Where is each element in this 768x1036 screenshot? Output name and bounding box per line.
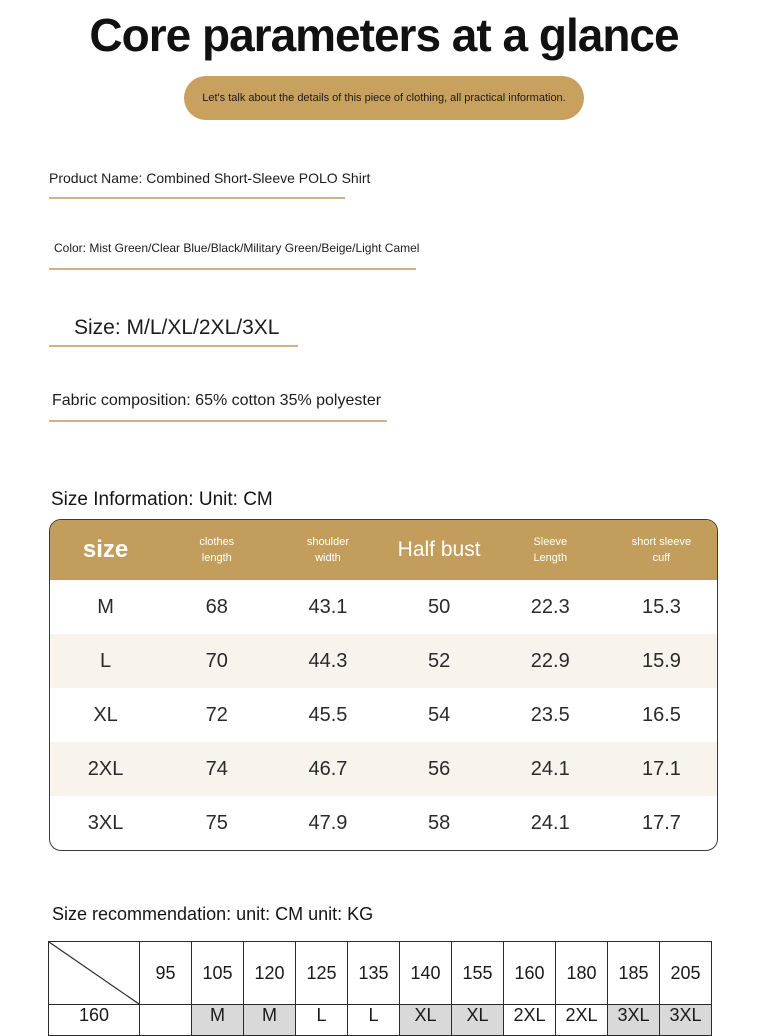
header-size: size: [82, 536, 129, 563]
weight-header-cell: 135: [348, 942, 400, 1005]
size-cell: 2XL: [556, 1005, 608, 1036]
weight-header-row: [49, 942, 712, 1005]
size-table-header: [50, 520, 717, 580]
cell-sleeve-length: 22.3: [530, 595, 570, 618]
product-name-underline: [49, 197, 345, 199]
header-sleeve-cuff: short sleeve cuff: [631, 536, 692, 564]
cell-sleeve-cuff: 16.5: [641, 703, 681, 726]
size-info-label: Size Information: Unit: CM: [51, 489, 273, 510]
weight-header-cell: 125: [296, 942, 348, 1005]
product-name-line: [49, 170, 370, 186]
size-cell: M: [192, 1005, 244, 1036]
header-half-bust: Half bust: [397, 538, 481, 561]
size-cell: M: [244, 1005, 296, 1036]
cell-sleeve-length: 22.9: [530, 649, 570, 672]
height-cell: 160: [49, 1005, 140, 1036]
header-clothes-length: clothes length: [199, 536, 235, 564]
cell-clothes-length: 72: [205, 703, 228, 726]
cell-half-bust: 56: [427, 757, 451, 780]
size-cell: L: [348, 1005, 400, 1036]
color-text: Color: Mist Green/Clear Blue/Black/Military Green/Beige/Light Camel: [54, 241, 420, 255]
table-row: [50, 688, 717, 742]
diagonal-corner-cell: [49, 942, 140, 1005]
size-cell: XL: [452, 1005, 504, 1036]
cell-sleeve-cuff: 17.1: [641, 757, 681, 780]
size-cell: XL: [400, 1005, 452, 1036]
weight-header-cell: 120: [244, 942, 296, 1005]
page-title: Core parameters at a glance: [89, 9, 679, 61]
cell-clothes-length: 74: [205, 757, 228, 780]
table-row: [50, 580, 717, 634]
weight-header-cell: 205: [660, 942, 712, 1005]
weight-header-cell: 180: [556, 942, 608, 1005]
header-shoulder-width: shoulder width: [306, 536, 350, 564]
subtitle-text: Let's talk about the details of this piece of clothing, all practical information.: [202, 92, 566, 104]
size-recommendation-label: Size recommendation: unit: CM unit: KG: [52, 904, 374, 924]
size-recommendation-table: [48, 941, 712, 1036]
weight-header-cell: 160: [504, 942, 556, 1005]
cell-sleeve-cuff: 15.9: [641, 649, 681, 672]
fabric-text: Fabric composition: 65% cotton 35% polyester: [52, 392, 382, 409]
size-table: [49, 519, 718, 851]
cell-half-bust: 50: [427, 595, 451, 618]
size-cell: 2XL: [504, 1005, 556, 1036]
table-row: [50, 796, 717, 850]
table-row: [50, 634, 717, 688]
weight-header-cell: 95: [140, 942, 192, 1005]
cell-sleeve-length: 23.5: [530, 703, 570, 726]
size-cell: L: [296, 1005, 348, 1036]
cell-shoulder-width: 45.5: [308, 703, 348, 726]
fabric-underline: [49, 420, 387, 422]
weight-header-cell: 185: [608, 942, 660, 1005]
cell-size: L: [100, 649, 112, 672]
cell-clothes-length: 70: [205, 649, 228, 672]
diagonal-line: [49, 942, 139, 1004]
cell-half-bust: 54: [427, 703, 451, 726]
cell-half-bust: 52: [427, 649, 451, 672]
size-line: [49, 316, 279, 340]
cell-size: M: [97, 595, 114, 618]
weight-header-cell: 105: [192, 942, 244, 1005]
cell-shoulder-width: 44.3: [308, 649, 348, 672]
cell-sleeve-cuff: 15.3: [641, 595, 681, 618]
header-sleeve-length: Sleeve Length: [533, 536, 568, 564]
product-name-text: Product Name: Combined Short-Sleeve POLO Shirt: [49, 170, 371, 186]
cell-shoulder-width: 46.7: [308, 757, 348, 780]
fabric-line: [49, 392, 381, 410]
cell-clothes-length: 75: [205, 811, 228, 834]
color-line: [49, 241, 419, 255]
color-underline: [49, 268, 416, 270]
size-underline: [49, 345, 298, 347]
size-cell: [140, 1005, 192, 1036]
cell-half-bust: 58: [427, 811, 451, 834]
size-cell: 3XL: [660, 1005, 712, 1036]
weight-header-cell: 155: [452, 942, 504, 1005]
table-row: [50, 742, 717, 796]
cell-sleeve-cuff: 17.7: [641, 811, 681, 834]
cell-size: XL: [93, 703, 118, 726]
cell-shoulder-width: 47.9: [308, 811, 348, 834]
table-row: [49, 1005, 712, 1036]
size-text: Size: M/L/XL/2XL/3XL: [74, 316, 280, 339]
cell-size: 2XL: [87, 757, 124, 780]
subtitle-pill: [184, 76, 584, 120]
cell-size: 3XL: [87, 811, 124, 834]
cell-shoulder-width: 43.1: [308, 595, 348, 618]
cell-clothes-length: 68: [205, 595, 228, 618]
weight-header-cell: 140: [400, 942, 452, 1005]
cell-sleeve-length: 24.1: [530, 811, 570, 834]
size-cell: 3XL: [608, 1005, 660, 1036]
cell-sleeve-length: 24.1: [530, 757, 570, 780]
